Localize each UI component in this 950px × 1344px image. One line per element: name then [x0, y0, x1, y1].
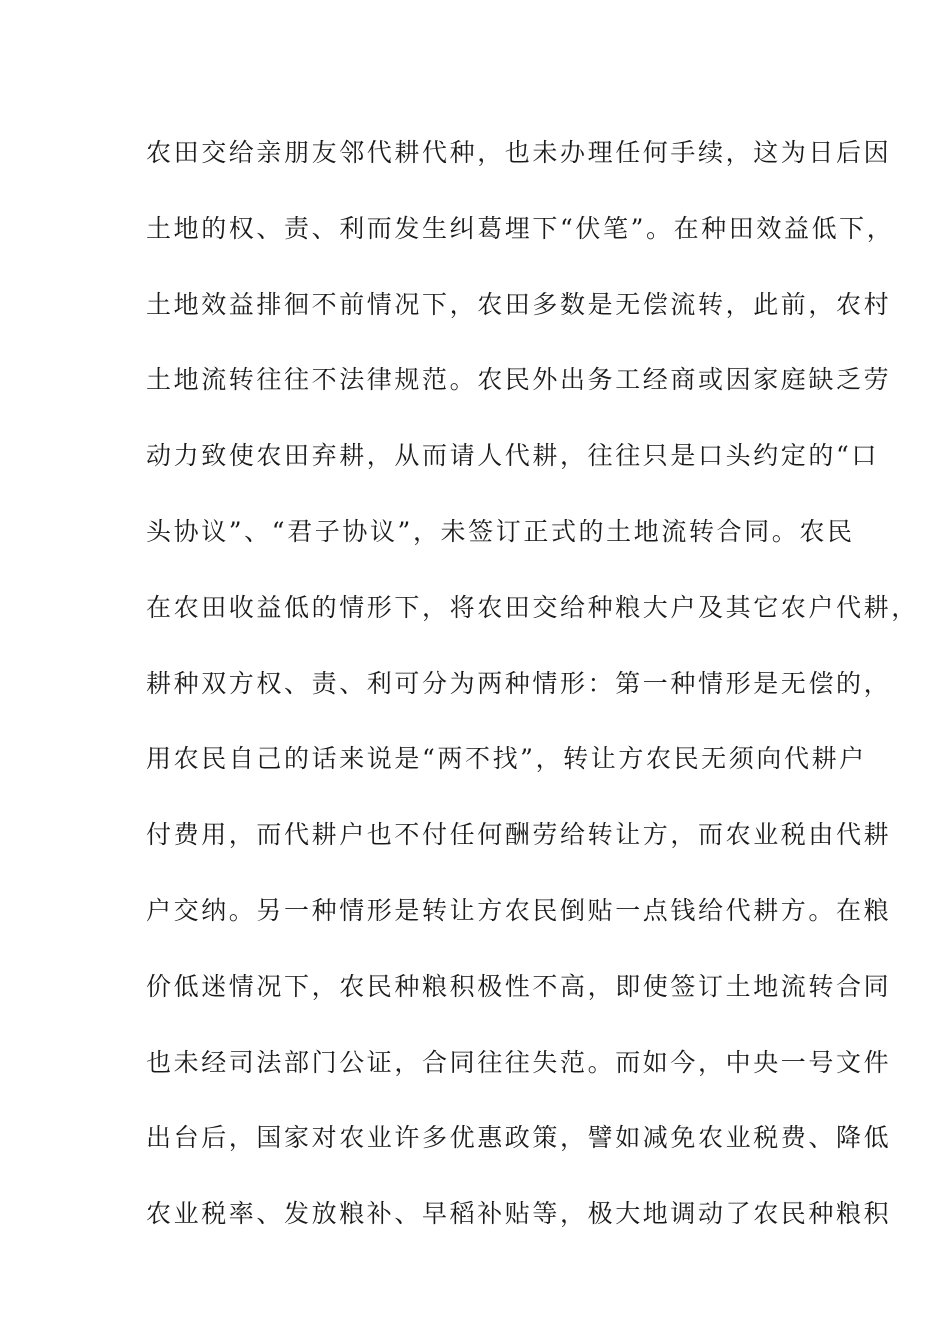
text-line-14: 出台后，国家对农业许多优惠政策，譬如减免农业税费、降低: [146, 1123, 892, 1153]
body-text: [146, 130, 919, 1267]
text-line-2: 土地的权、责、利而发生纠葛埋下“伏笔”。在种田效益低下，: [146, 213, 895, 243]
text-line-4: 土地流转往往不法律规范。农民外出务工经商或因家庭缺乏劳: [146, 365, 892, 395]
text-line-15: 农业税率、发放粮补、早稻补贴等，极大地调动了农民种粮积: [146, 1199, 892, 1229]
text-line-1: 农田交给亲朋友邻代耕代种，也未办理任何手续，这为日后因: [146, 138, 892, 167]
text-line-8: 耕种双方权、责、利可分为两种情形：第一种情形是无偿的，: [146, 668, 892, 698]
text-line-3: 土地效益排徊不前情况下，农田多数是无偿流转，此前，农村: [146, 289, 892, 319]
text-line-10: 付费用，而代耕户也不付任何酬劳给转让方，而农业税由代耕: [146, 820, 892, 850]
text-line-11: 户交纳。另一种情形是转让方农民倒贴一点钱给代耕方。在粮: [146, 895, 892, 925]
text-line-13: 也未经司法部门公证，合同往往失范。而如今，中央一号文件: [146, 1047, 892, 1077]
text-line-12: 价低迷情况下，农民种粮积极性不高，即使签订土地流转合同: [146, 971, 892, 1001]
text-line-7: 在农田收益低的情形下，将农田交给种粮大户及其它农户代耕，: [146, 592, 919, 622]
text-line-9: 用农民自己的话来说是“两不找”，转让方农民无须向代耕户: [146, 744, 867, 774]
text-line-5: 动力致使农田弃耕，从而请人代耕，往往只是口头约定的“口: [146, 441, 879, 471]
text-line-6: 头协议”、“君子协议”，未签订正式的土地流转合同。农民: [146, 516, 855, 546]
